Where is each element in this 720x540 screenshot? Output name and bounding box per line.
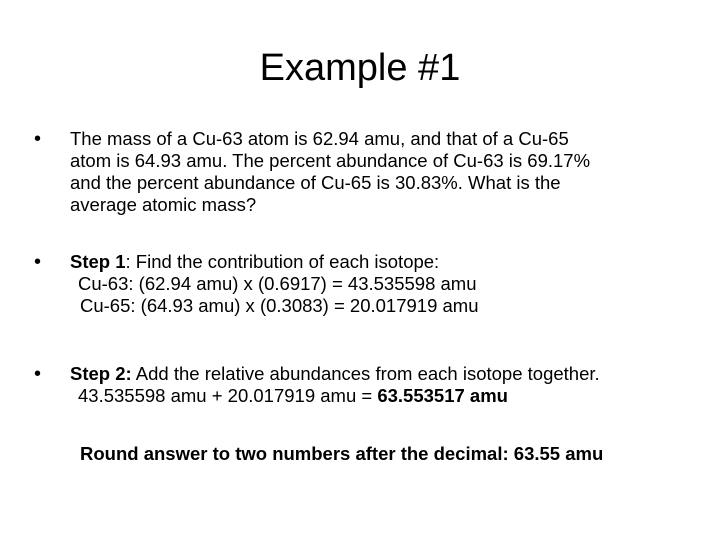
problem-line: atom is 64.93 amu. The percent abundance of Cu-63 is 69.17% — [70, 150, 591, 171]
bullet-point: • — [34, 363, 42, 385]
step-1-heading-line — [70, 251, 700, 273]
step-1-heading: : Find the contribution of each isotope: — [125, 251, 440, 272]
bullet-point: • — [34, 128, 42, 150]
step-2-sum-line — [70, 385, 700, 407]
step-2-block — [70, 363, 700, 407]
problem-line: average atomic mass? — [70, 194, 257, 215]
problem-line: and the percent abundance of Cu-65 is 30.83%. What is the — [70, 172, 561, 193]
step-2-heading: Add the relative abundances from each isotope together. — [131, 363, 600, 384]
slide-title: Example #1 — [259, 47, 461, 89]
problem-statement — [70, 128, 700, 216]
step-1-calc-cu63: Cu-63: (62.94 amu) x (0.6917) = 43.535598 amu — [78, 273, 477, 294]
problem-line: The mass of a Cu-63 atom is 62.94 amu, and that of a Cu-65 — [70, 128, 569, 149]
step-1-calc-cu65: Cu-65: (64.93 amu) x (0.3083) = 20.017919 amu — [80, 295, 479, 316]
step-1-label: Step 1 — [70, 251, 126, 272]
step-2-sum-expression: 43.535598 amu + 20.017919 amu = — [78, 385, 378, 406]
step-2-sum-result: 63.553517 amu — [377, 385, 508, 406]
step-2-label: Step 2: — [70, 363, 132, 384]
step-2-heading-line — [70, 363, 700, 385]
bullet-point: • — [34, 251, 42, 273]
final-answer: Round answer to two numbers after the decimal: 63.55 amu — [80, 443, 604, 464]
step-1-block — [70, 251, 700, 317]
